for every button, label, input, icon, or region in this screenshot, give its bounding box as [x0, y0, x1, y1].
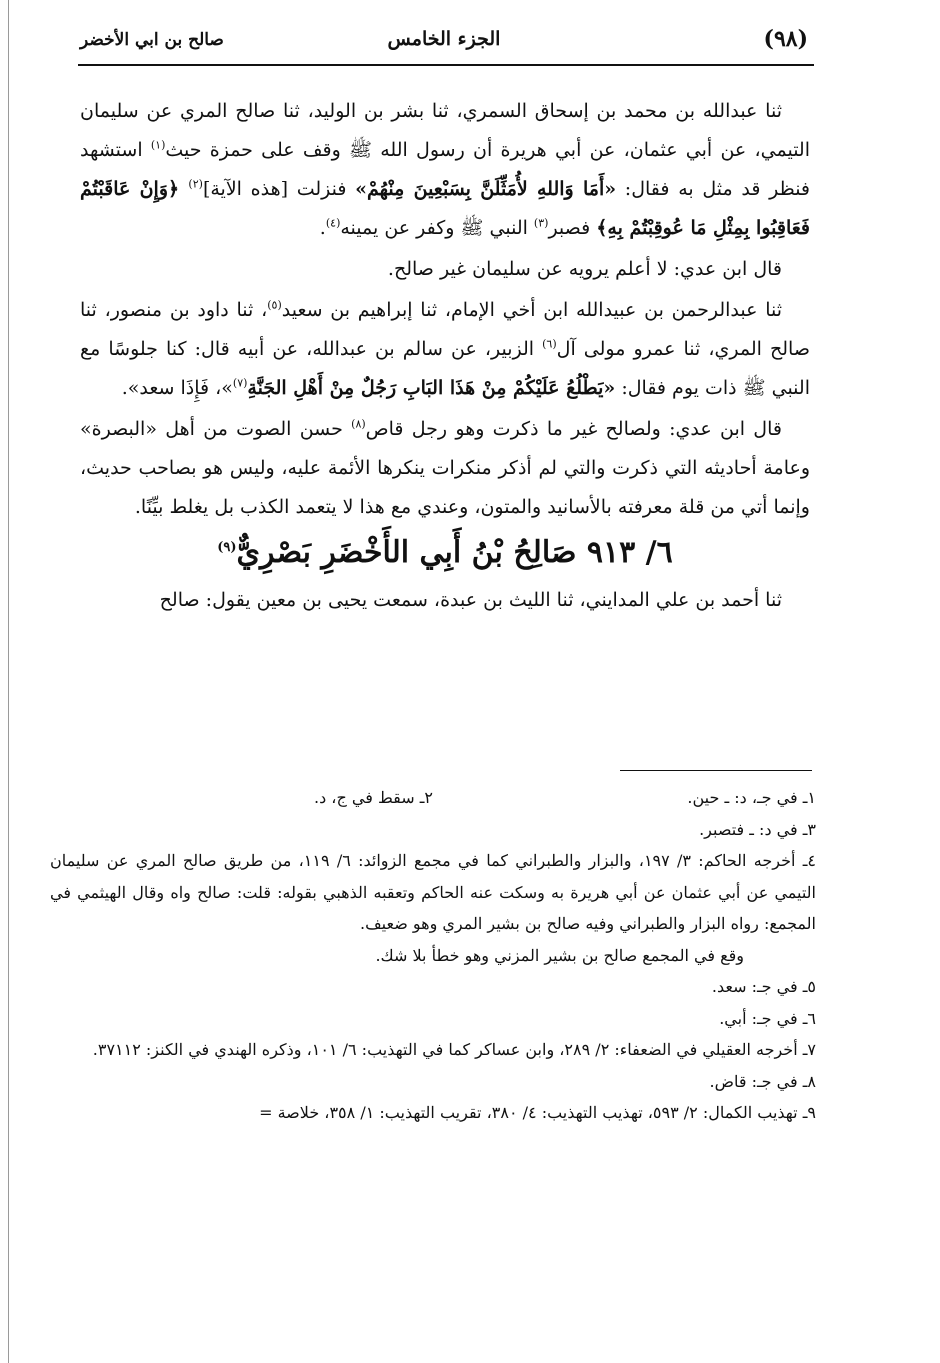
text-run: فنزلت [هذه الآية]	[202, 178, 356, 200]
text-run: .	[319, 217, 326, 239]
text-run: النبي ﷺ وكفر عن يمينه	[340, 217, 534, 239]
footnote-ref: (٣)	[533, 216, 549, 230]
text-run: فصبر	[548, 217, 597, 239]
footnote-5: ٥ـ في جـ: سعد.	[711, 977, 816, 996]
footnote-ref: (٩)	[217, 540, 237, 555]
text-run: »، فَإِذَا سعد».	[121, 377, 233, 399]
footnote-4: ٤ـ أخرجه الحاكم: ٣/ ١٩٧، والبزار والطبراني كما في مجمع الزوائد: ٦/ ١١٩، من طريق صالح المري عن سليمان التيمي عن أبي عثمان عن أبي هريرة به وسكت عنه الحاكم وتعقبه الذهبي بقوله: قلت: صالح واه وقال الهيثمي في المجمع: رواه البزار والطبراني وفيه صالح بن بشير المري وهو ضعيف.	[50, 851, 817, 933]
page-header	[72, 24, 816, 58]
footnote-ref: (٥)	[267, 298, 282, 312]
footnote-ref: (٢)	[188, 177, 203, 191]
text-run: ثنا عبدالرحمن بن عبيدالله ابن أخي الإمام، ثنا إبراهيم بن سعيد	[281, 299, 782, 321]
footnote-3: ٣ـ في د: ـ فتصبر.	[699, 819, 816, 839]
text-run: قال ابن عدي: ولصالح غير ما ذكرت وهو رجل قاص	[365, 418, 782, 440]
footnote-ref: (٨)	[351, 417, 366, 431]
paragraph-3	[80, 291, 810, 408]
footnote-9: ٩ـ تهذيب الكمال: ٢/ ٥٩٣، تهذيب التهذيب: ٤/ ٣٨٠، تقريب التهذيب: ١/ ٣٥٨، خلاصة =	[259, 1103, 816, 1122]
text-run: ثنا عبدالله بن محمد بن إسحاق السمري، ثنا بشر بن الوليد، ثنا صالح المري عن سليمان التيمي، عن أبي عثمان، عن أبي هريرة أن رسول الله ﷺ وقف على حمزة حيث	[80, 100, 810, 161]
page-number: (٩٨)	[763, 26, 808, 52]
paragraph-2: قال ابن عدي: لا أعلم يرويه عن سليمان غير صالح.	[387, 258, 782, 280]
paragraph-5: ثنا أحمد بن علي المدايني، ثنا الليث بن عبدة، سمعت يحيى بن معين يقول: صالح	[159, 589, 782, 611]
entry-heading	[80, 531, 810, 575]
footnote-separator	[620, 770, 812, 771]
main-text	[80, 92, 810, 622]
footnote-ref: (١)	[150, 138, 166, 152]
footnote-8: ٨ـ في جـ: قاض.	[709, 1071, 816, 1091]
footnote-7: ٧ـ أخرجه العقيلي في الضعفاء: ٢/ ٢٨٩، وابن عساكر كما في التهذيب: ٦/ ١٠١، وذكره الهندي في الكنز: ٣٧١١٢.	[92, 1040, 816, 1059]
text-run: حسن الصوت من أهل «البصرة» وعامة أحاديثه التي ذكرت والتي لم أذكر منكرات ينكرها الأئمة عليه، وليس هو بصاحب حديث، وإنما أتي من قلة معرفته بالأسانيد والمتون، وعندي مع هذا لا يتعمد الكذب بل يغلط بيِّنًا.	[80, 418, 810, 518]
header-rule	[78, 64, 814, 66]
scan-edge-line	[8, 0, 9, 1363]
footnote-ref: (٦)	[542, 337, 557, 351]
footnote-ref: (٤)	[325, 216, 341, 230]
paragraph-1	[80, 92, 810, 248]
footnote-2: ٢ـ سقط في ج، د.	[314, 788, 433, 807]
hadith-quote: «أَمَا وَاللهِ لأُمَثِّلَنَّ بِسَبْعِينَ مِنْهُمْ»	[355, 178, 617, 200]
text-run: الزبير، عن سالم بن عبدالله، عن أبيه قال: كنا جلوسًا مع النبي ﷺ ذات يوم فقال:	[80, 338, 810, 399]
entry-heading-text: ٦/ ٩١٣ صَالِحُ بْنُ أَبِي الأَخْضَرِ بَصْرِيٌّ	[236, 535, 673, 570]
part-title: الجزء الخامس	[387, 28, 501, 50]
footnote-ref: (٧)	[232, 376, 248, 390]
text-run: استشهد فنظر قد مثل به فقال:	[80, 139, 811, 200]
quran-verse: ﴿وَإِنْ عَاقَبْتُمْ فَعَاقِبُوا بِمِثْلِ مَا عُوقِبْتُمْ بِهِ﴾	[80, 178, 810, 239]
footnotes	[50, 782, 816, 1129]
text-run: ، ثنا داود بن منصور، ثنا صالح المري، ثنا عمرو مولى آل	[80, 299, 810, 360]
paragraph-4	[80, 410, 810, 527]
footnote-row	[50, 782, 816, 814]
hadith-quote: «يَطْلُعُ عَلَيْكُمْ مِنْ هَذَا البَابِ رَجُلٌ مِنْ أَهْلِ الجَنَّةِ	[247, 377, 616, 399]
footnote-1: ١ـ في جـ، د: ـ حين.	[687, 788, 816, 807]
footnote-6: ٦ـ في جـ: أبي.	[719, 1008, 816, 1028]
running-head: صالح بن ابي الأخضر	[80, 30, 224, 50]
footnote-4-note: وقع في المجمع صالح بن بشير المزني وهو خطأ بلا شك.	[375, 945, 744, 965]
